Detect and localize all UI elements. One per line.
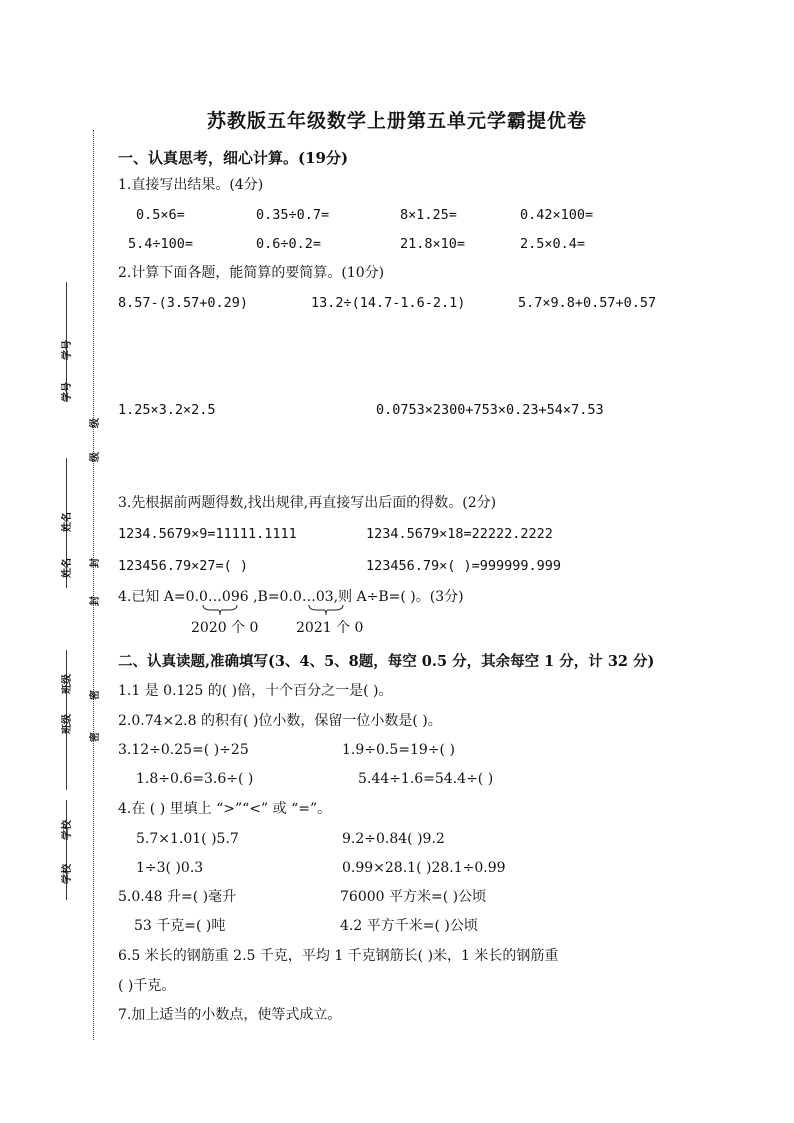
q2-item: 1.25×3.2×2.5 (118, 402, 216, 418)
field-line-xuexiao (66, 800, 67, 900)
s2-q7: 7.加上适当的小数点，使等式成立。 (118, 1007, 342, 1023)
q1-item: 0.35÷0.7= (256, 207, 330, 223)
q2-item: 13.2÷(14.7-1.6-2.1) (311, 295, 466, 311)
s2-q3-item: 5.44÷1.6=54.4÷( ) (358, 771, 494, 787)
s2-q5-item: 5.0.48 升=( )毫升 (118, 889, 237, 905)
q1-label: 1.直接写出结果。(4分) (118, 177, 264, 193)
s2-q4-item: 5.7×1.01( )5.7 (136, 831, 239, 847)
section2-heading: 二、认真读题,准确填写(3、4、5、8题，每空 0.5 分，其余每空 1 分，计 32 分) (118, 653, 655, 670)
s2-q5-item: 76000 平方米=( )公顷 (340, 889, 487, 905)
underbrace-icon (202, 604, 238, 616)
q1-item: 21.8×10= (400, 236, 466, 252)
s2-q4-item: 0.99×28.1( )28.1÷0.99 (342, 860, 506, 876)
q2-item: 8.57-(3.57+0.29) (118, 295, 249, 311)
q1-item: 5.4÷100= (128, 236, 194, 252)
sidebar-label-xuehao: 学号 (62, 340, 73, 360)
sidebar-label-banji-2: 班级 (62, 714, 73, 734)
sidebar-label-ji-2: 级 (90, 452, 101, 462)
s2-q3-item: 3.12÷0.25=( )÷25 (118, 742, 249, 758)
s2-q5-item: 4.2 平方千米=( )公顷 (340, 918, 478, 934)
s2-q4-item: 1÷3( )0.3 (136, 860, 204, 876)
sidebar-label-banji: 班级 (62, 674, 73, 694)
sidebar-label-mi: 密 (90, 690, 101, 700)
q3-item: 123456.79×( )=999999.999 (366, 558, 562, 574)
brace-label-2: 2021 个 0 (296, 620, 364, 636)
binding-dotted-line (93, 130, 94, 1040)
s2-q2: 2.0.74×2.8 的积有( )位小数，保留一位小数是( )。 (118, 713, 442, 729)
q1-item: 2.5×0.4= (520, 236, 586, 252)
s2-q4-label: 4.在 ( ) 里填上 “>”“<” 或 “=”。 (118, 801, 332, 817)
q3-label: 3.先根据前两题得数,找出规律,再直接写出后面的得数。(2分) (118, 495, 497, 511)
s2-q3-item: 1.9÷0.5=19÷( ) (342, 742, 455, 758)
section1-heading: 一、认真思考，细心计算。(19分) (118, 149, 349, 167)
sidebar-label-feng: 封 (90, 558, 101, 568)
sidebar-label-ji: 级 (90, 418, 101, 428)
page-title: 苏教版五年级数学上册第五单元学霸提优卷 (206, 110, 587, 132)
q1-item: 0.5×6= (136, 207, 185, 223)
q2-item: 0.0753×2300+753×0.23+54×7.53 (376, 402, 604, 418)
sidebar-label-xingming-2: 姓名 (62, 558, 73, 578)
brace-label-1: 2020 个 0 (191, 620, 259, 636)
sidebar-label-xuexiao-2: 学校 (62, 864, 73, 884)
q1-item: 8×1.25= (400, 207, 457, 223)
q4-label: 4.已知 A=0.0…096 ,B=0.0…03,则 A÷B=( )。(3分) (118, 589, 464, 605)
sidebar-label-xingming: 姓名 (62, 512, 73, 532)
q3-item: 1234.5679×9=11111.1111 (118, 526, 297, 542)
sidebar-label-xuexiao: 学校 (62, 820, 73, 840)
s2-q6-line1: 6.5 米长的钢筋重 2.5 千克，平均 1 千克钢筋长( )米，1 米长的钢筋重 (118, 948, 559, 964)
sidebar-label-feng-2: 封 (90, 596, 101, 606)
sidebar-label-xuehao-2: 学号 (62, 382, 73, 402)
s2-q6-line2: ( )千克。 (118, 978, 176, 994)
s2-q3-item: 1.8÷0.6=3.6÷( ) (136, 771, 254, 787)
q1-item: 0.42×100= (520, 207, 594, 223)
s2-q5-item: 53 千克=( )吨 (134, 918, 226, 934)
q2-label: 2.计算下面各题，能简算的要简算。(10分) (118, 265, 385, 281)
s2-q1: 1.1 是 0.125 的( )倍，十个百分之一是( )。 (118, 683, 393, 699)
q3-item: 123456.79×27=( ) (118, 558, 249, 574)
q2-item: 5.7×9.8+0.57+0.57 (518, 295, 657, 311)
q1-item: 0.6÷0.2= (256, 236, 322, 252)
underbrace-icon (308, 604, 344, 616)
sidebar-label-mi-2: 密 (90, 732, 101, 742)
s2-q4-item: 9.2÷0.84( )9.2 (342, 831, 445, 847)
q3-item: 1234.5679×18=22222.2222 (366, 526, 553, 542)
